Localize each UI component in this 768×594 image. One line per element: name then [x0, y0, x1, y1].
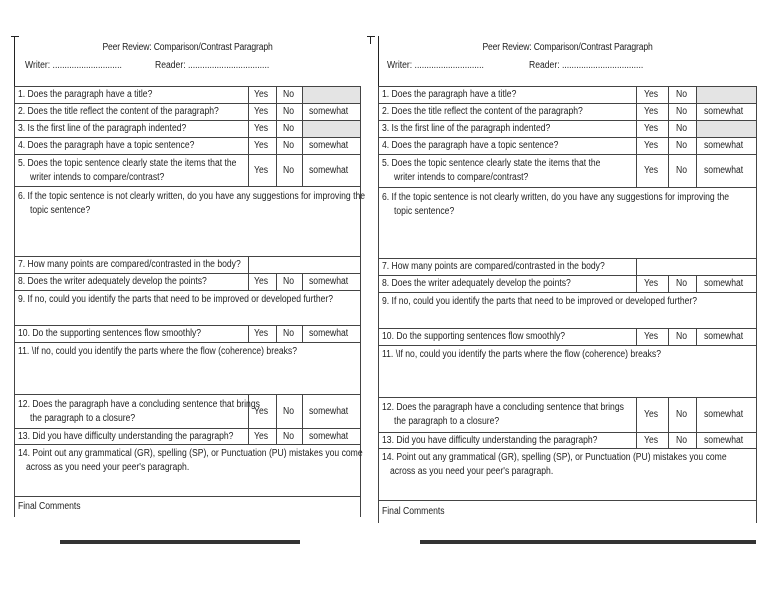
form-title: Peer Review: Comparison/Contrast Paragraph	[482, 42, 653, 53]
question-text: 6. If the topic sentence is not clearly written, do you have any suggestions for improving the	[18, 191, 366, 202]
no-option[interactable]: No	[283, 123, 295, 134]
reader-field[interactable]: Reader: ..................................	[155, 60, 270, 71]
question-row-9[interactable]	[379, 293, 757, 329]
somewhat-option[interactable]: somewhat	[308, 276, 348, 287]
question-text: 14. Point out any grammatical (GR), spelling (SP), or Punctuation (PU) mistakes you come	[382, 452, 727, 463]
no-option[interactable]: No	[676, 331, 688, 342]
question-row-1	[379, 87, 757, 104]
question-row-8	[15, 274, 361, 291]
question-row-7	[15, 257, 361, 274]
question-text: 10. Do the supporting sentences flow smoothly?	[382, 331, 566, 342]
no-option[interactable]: No	[676, 140, 688, 151]
question-text: 10. Do the supporting sentences flow smoothly?	[18, 328, 202, 339]
question-text: 12. Does the paragraph have a concluding sentence that brings	[18, 398, 260, 410]
yes-option[interactable]: Yes	[644, 278, 659, 289]
somewhat-option[interactable]: somewhat	[308, 140, 348, 151]
yes-option[interactable]: Yes	[254, 140, 269, 151]
question-text-cont: topic sentence?	[30, 205, 91, 216]
peer-review-form-left	[14, 36, 366, 517]
yes-option[interactable]: Yes	[644, 409, 659, 420]
yes-option[interactable]: Yes	[644, 165, 659, 176]
no-option[interactable]: No	[676, 409, 688, 420]
question-row-11[interactable]	[379, 346, 757, 398]
question-text: 3. Is the first line of the paragraph indented?	[382, 123, 551, 134]
question-row-12	[379, 398, 757, 433]
question-row-1	[15, 87, 361, 104]
question-text-cont: topic sentence?	[394, 206, 455, 217]
answer-cell[interactable]	[637, 259, 757, 276]
somewhat-option[interactable]: somewhat	[703, 165, 743, 176]
final-comments-row[interactable]	[379, 501, 757, 523]
no-option[interactable]: No	[676, 165, 688, 176]
question-row-3	[15, 121, 361, 138]
shaded-cell	[303, 121, 361, 138]
question-text: 5. Does the topic sentence clearly state the items that the	[18, 157, 237, 169]
question-text: 13. Did you have difficulty understanding the paragraph?	[18, 430, 234, 442]
question-text: 1. Does the paragraph have a title?	[382, 89, 517, 100]
question-text: 5. Does the topic sentence clearly state the items that the	[382, 158, 601, 169]
question-text: 14. Point out any grammatical (GR), spelling (SP), or Punctuation (PU) mistakes you come	[18, 448, 363, 459]
yes-option[interactable]: Yes	[254, 106, 269, 117]
question-text: 11. \If no, could you identify the parts where the flow (coherence) breaks?	[382, 349, 662, 360]
question-row-6[interactable]	[15, 187, 361, 257]
question-text: 1. Does the paragraph have a title?	[18, 89, 153, 100]
question-text-cont: the paragraph to a closure?	[30, 412, 136, 424]
somewhat-option[interactable]: somewhat	[703, 140, 743, 151]
answer-cell[interactable]	[249, 257, 361, 274]
yes-option[interactable]: Yes	[644, 331, 659, 342]
question-row-9[interactable]	[15, 291, 361, 326]
no-option[interactable]: No	[283, 106, 295, 117]
question-text: 6. If the topic sentence is not clearly written, do you have any suggestions for improving the	[382, 192, 730, 203]
yes-option[interactable]: Yes	[254, 164, 269, 176]
somewhat-option[interactable]: somewhat	[703, 434, 743, 446]
reader-field[interactable]: Reader: ..................................	[529, 60, 644, 71]
question-row-10	[379, 329, 757, 346]
question-table	[14, 86, 366, 517]
yes-option[interactable]: Yes	[644, 140, 659, 151]
page-edge-bar	[420, 540, 756, 544]
question-row-10	[15, 326, 361, 343]
somewhat-option[interactable]: somewhat	[703, 331, 743, 342]
no-option[interactable]: No	[676, 278, 688, 289]
final-comments-row[interactable]	[15, 497, 361, 517]
question-row-4	[15, 138, 361, 155]
form-header	[378, 36, 756, 86]
question-row-14[interactable]	[15, 445, 361, 497]
question-text: 8. Does the writer adequately develop the points?	[18, 276, 207, 287]
no-option[interactable]: No	[283, 140, 295, 151]
somewhat-option[interactable]: somewhat	[703, 278, 743, 289]
question-row-7	[379, 259, 757, 276]
question-text: 4. Does the paragraph have a topic sentence?	[18, 140, 195, 151]
crop-mark-middle	[370, 36, 371, 44]
question-text-cont: across as you need your peer's paragraph.	[26, 462, 190, 473]
question-text: 3. Is the first line of the paragraph indented?	[18, 123, 187, 134]
question-row-2	[15, 104, 361, 121]
question-text: 7. How many points are compared/contrasted in the body?	[382, 261, 605, 272]
yes-option[interactable]: Yes	[644, 434, 659, 446]
somewhat-option[interactable]: somewhat	[308, 164, 348, 176]
yes-option[interactable]: Yes	[644, 123, 659, 134]
yes-option[interactable]: Yes	[254, 328, 269, 339]
question-text: 9. If no, could you identify the parts that need to be improved or developed further?	[18, 294, 334, 305]
question-text-cont: writer intends to compare/contrast?	[394, 172, 529, 183]
question-text-cont: across as you need your peer's paragraph.	[390, 466, 554, 477]
question-row-11[interactable]	[15, 343, 361, 395]
question-row-5	[379, 155, 757, 188]
yes-option[interactable]: Yes	[254, 123, 269, 134]
question-text-cont: writer intends to compare/contrast?	[30, 171, 165, 183]
yes-option[interactable]: Yes	[644, 106, 659, 117]
question-row-8	[379, 276, 757, 293]
no-option[interactable]: No	[283, 430, 295, 442]
question-text-cont: the paragraph to a closure?	[394, 416, 500, 427]
shaded-cell	[303, 87, 361, 104]
question-row-14[interactable]	[379, 449, 757, 501]
question-row-2	[379, 104, 757, 121]
question-text: 2. Does the title reflect the content of the paragraph?	[382, 106, 583, 117]
question-text: 13. Did you have difficulty understanding the paragraph?	[382, 434, 598, 446]
form-title: Peer Review: Comparison/Contrast Paragraph	[102, 42, 273, 53]
writer-field[interactable]: Writer: .............................	[387, 60, 484, 71]
no-option[interactable]: No	[676, 123, 688, 134]
question-text: 9. If no, could you identify the parts that need to be improved or developed further?	[382, 296, 698, 307]
form-header	[14, 36, 360, 86]
somewhat-option[interactable]: somewhat	[308, 430, 348, 442]
question-text: 2. Does the title reflect the content of the paragraph?	[18, 106, 219, 117]
question-row-3	[379, 121, 757, 138]
somewhat-option[interactable]: somewhat	[703, 106, 743, 117]
question-text: 8. Does the writer adequately develop the points?	[382, 278, 571, 289]
question-row-13	[15, 429, 361, 445]
somewhat-option[interactable]: somewhat	[308, 328, 348, 339]
question-row-12	[15, 395, 361, 429]
page-edge-bar	[60, 540, 300, 544]
yes-option[interactable]: Yes	[254, 430, 269, 442]
yes-option[interactable]: Yes	[254, 276, 269, 287]
final-comments-label: Final Comments	[382, 505, 445, 517]
question-row-6[interactable]	[379, 188, 757, 259]
question-table	[378, 86, 757, 523]
no-option[interactable]: No	[283, 164, 295, 176]
question-text: 12. Does the paragraph have a concluding sentence that brings	[382, 402, 624, 413]
no-option[interactable]: No	[283, 328, 295, 339]
no-option[interactable]: No	[676, 89, 688, 100]
no-option[interactable]: No	[676, 106, 688, 117]
somewhat-option[interactable]: somewhat	[308, 106, 348, 117]
somewhat-option[interactable]: somewhat	[703, 409, 743, 420]
no-option[interactable]: No	[676, 434, 688, 446]
question-text: 4. Does the paragraph have a topic sentence?	[382, 140, 559, 151]
question-row-4	[379, 138, 757, 155]
no-option[interactable]: No	[283, 405, 295, 417]
shaded-cell	[697, 121, 757, 138]
question-text: 7. How many points are compared/contrasted in the body?	[18, 259, 241, 270]
final-comments-label: Final Comments	[18, 500, 81, 512]
no-option[interactable]: No	[283, 276, 295, 287]
yes-option[interactable]: Yes	[254, 405, 269, 417]
yes-option[interactable]: Yes	[644, 89, 659, 100]
peer-review-form-right	[378, 36, 756, 523]
writer-field[interactable]: Writer: .............................	[25, 60, 122, 71]
yes-option[interactable]: Yes	[254, 89, 269, 100]
somewhat-option[interactable]: somewhat	[308, 405, 348, 417]
no-option[interactable]: No	[283, 89, 295, 100]
question-text: 11. \If no, could you identify the parts where the flow (coherence) breaks?	[18, 346, 298, 357]
question-row-13	[379, 433, 757, 449]
shaded-cell	[697, 87, 757, 104]
question-row-5	[15, 155, 361, 187]
